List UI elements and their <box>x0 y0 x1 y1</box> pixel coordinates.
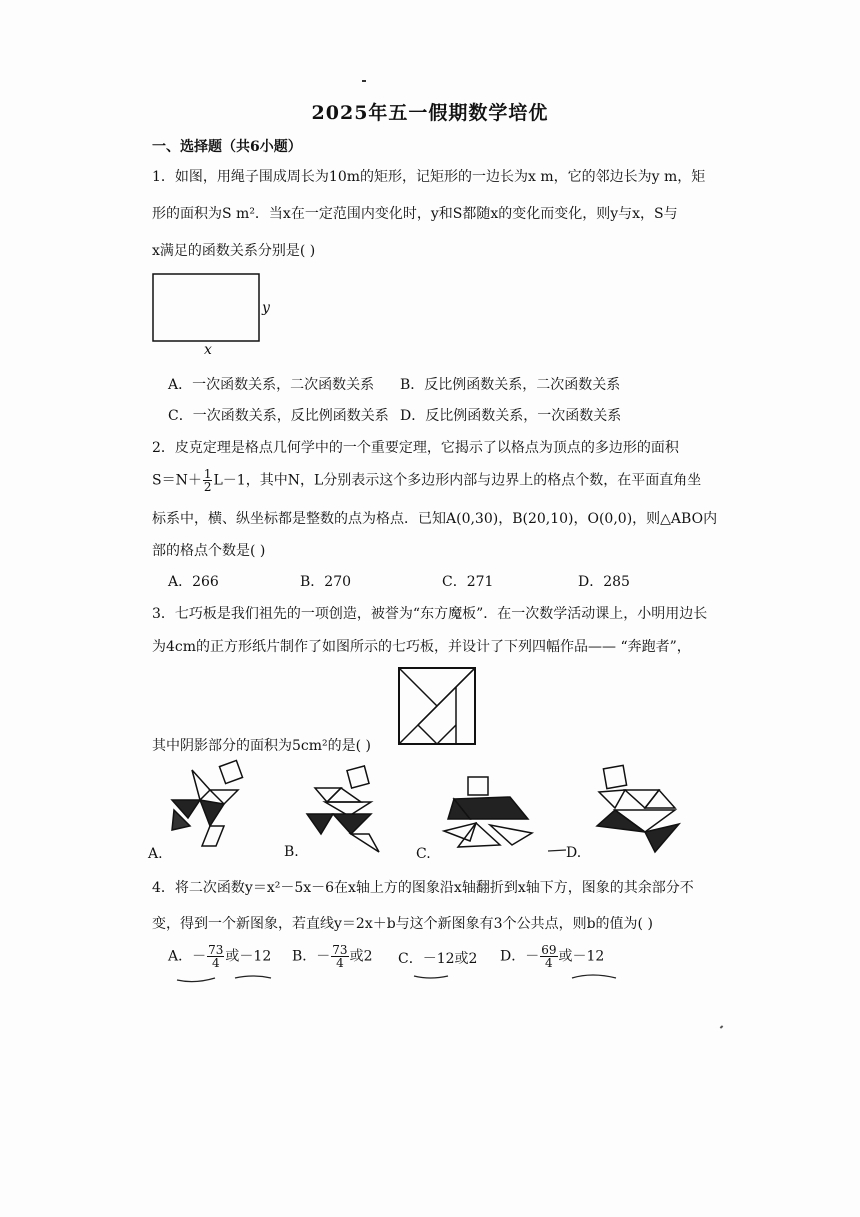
q1-line1: 1．如图，用绳子围成周长为10m的矩形，记矩形的一边长为x m，它的邻边长为y m，矩 <box>152 169 706 185</box>
q4-option-a-suffix: 或－12 <box>225 948 272 965</box>
rectangle-figure <box>152 273 262 343</box>
tangram-figure-d <box>595 762 685 857</box>
q4-option-b <box>292 944 373 969</box>
q1-line2: 形的面积为S m²．当x在一定范围内变化时，y和S都随x的变化而变化，则y与x，S与 <box>152 206 678 222</box>
q1-option-d: D．反比例函数关系，一次函数关系 <box>400 408 622 424</box>
q2-formula-right: L－1，其中N，L分别表示这个多边形内部与边界上的格点个数，在平面直角坐 <box>213 472 702 489</box>
q2-option-b: B．270 <box>300 574 352 590</box>
q4-option-a-prefix: A．－ <box>168 948 207 965</box>
q3-label-c: C. <box>416 846 431 862</box>
q2-formula-fraction <box>203 468 213 493</box>
q2-line2 <box>152 468 701 493</box>
pen-mark-dash <box>548 848 568 854</box>
q2-line4: 部的格点个数是( ) <box>152 543 266 559</box>
q4-option-a <box>168 944 271 969</box>
tangram-figure-c <box>440 775 535 855</box>
q2-fraction-denominator: 2 <box>203 480 212 494</box>
q4-option-a-numerator: 73 <box>208 943 224 957</box>
q4-option-b-suffix: 或2 <box>349 948 373 965</box>
q4-option-d-numerator: 69 <box>541 943 557 957</box>
q3-label-d: D. <box>566 845 582 861</box>
pen-underline-d <box>570 970 620 984</box>
q2-fraction-numerator: 1 <box>203 467 212 481</box>
q4-option-d-fraction <box>540 944 557 969</box>
q4-option-d-suffix: 或－12 <box>558 948 605 965</box>
q4-line1: 4．将二次函数y＝x²－5x－6在x轴上方的图象沿x轴翻折到x轴下方，图象的其余部分不 <box>152 880 694 896</box>
pen-underline-c <box>412 972 452 982</box>
scan-speck <box>362 80 366 82</box>
q4-option-d-denominator: 4 <box>545 956 553 970</box>
q3-line3: 其中阴影部分的面积为5cm²的是( ) <box>152 738 372 754</box>
q4-option-b-numerator: 73 <box>332 943 348 957</box>
q2-formula-left: S＝N＋ <box>152 472 202 489</box>
q4-option-a-denominator: 4 <box>211 956 220 970</box>
q1-line3: x满足的函数关系分别是( ) <box>152 243 316 259</box>
scan-speck <box>720 1025 724 1028</box>
q1-option-a: A．一次函数关系，二次函数关系 <box>168 377 375 393</box>
q4-option-d-prefix: D．－ <box>500 948 540 965</box>
tangram-square-figure <box>398 667 478 745</box>
q3-line2: 为4cm的正方形纸片制作了如图所示的七巧板，并设计了下列四幅作品—— “奔跑者”， <box>152 639 691 655</box>
rect-x-label: x <box>204 342 212 358</box>
q2-option-d: D．285 <box>578 574 630 590</box>
q1-option-c: C．一次函数关系，反比例函数关系 <box>168 408 389 424</box>
q4-option-d <box>500 944 604 969</box>
q2-option-a: A．266 <box>168 574 219 590</box>
q3-label-a: A. <box>148 846 163 862</box>
q2-line1: 2．皮克定理是格点几何学中的一个重要定理，它揭示了以格点为顶点的多边形的面积 <box>152 440 679 456</box>
q1-option-b: B．反比例函数关系，二次函数关系 <box>400 377 621 393</box>
tangram-figure-a <box>170 760 250 850</box>
pen-underline-a <box>175 972 275 986</box>
q4-option-b-prefix: B．－ <box>292 948 331 965</box>
q4-line2: 变，得到一个新图象，若直线y＝2x＋b与这个新图象有3个公共点，则b的值为( ) <box>152 916 653 932</box>
q2-line3: 标系中，横、纵坐标都是整数的点为格点．已知A(0,30)，B(20,10)，O(0,0)，则△ABO内 <box>152 511 718 527</box>
page-title: 2025年五一假期数学培优 <box>311 102 549 124</box>
q3-label-b: B. <box>284 844 299 860</box>
tangram-figure-b <box>305 764 385 854</box>
q4-option-b-denominator: 4 <box>336 956 344 970</box>
q2-option-c: C．271 <box>442 574 494 590</box>
q4-option-b-fraction <box>331 944 348 969</box>
section-heading: 一、选择题（共6小题） <box>152 139 302 155</box>
q4-option-c: C．－12或2 <box>398 951 478 967</box>
q3-line1: 3．七巧板是我们祖先的一项创造，被誉为“东方魔板”．在一次数学活动课上，小明用边长 <box>152 606 708 622</box>
q4-option-a-fraction <box>207 944 224 969</box>
rect-y-label: y <box>262 300 270 316</box>
